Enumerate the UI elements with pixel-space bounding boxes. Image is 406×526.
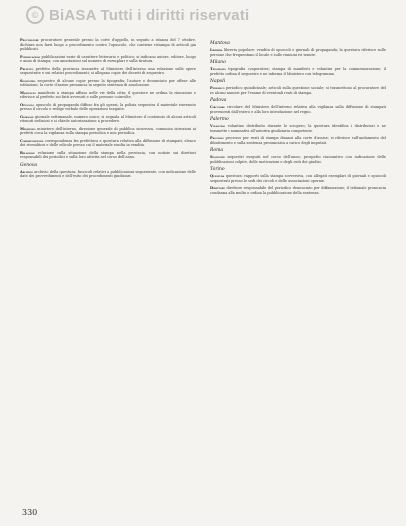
entry-paragraph xyxy=(210,48,386,57)
entry-name: Archivio xyxy=(20,169,34,174)
watermark xyxy=(26,6,249,24)
section-heading: Mantova xyxy=(210,41,230,46)
entry-paragraph xyxy=(20,103,196,112)
entry-paragraph xyxy=(210,105,386,114)
entry-text: pubblicazioni varie di carattere letterario e politico; si indicano autore, editore, luogo e anno di stampa, con annotazioni sul numero di esemplari e sulla tiratura. xyxy=(20,54,196,63)
left-column xyxy=(20,38,196,508)
entry-name: Ministero xyxy=(20,126,36,131)
watermark-text: BiASA Tutti i diritti riservati xyxy=(49,6,250,24)
entry-name: Sequestro xyxy=(20,78,36,83)
entry-name: Procuratore xyxy=(20,38,39,42)
entry-paragraph xyxy=(210,124,386,133)
entry-paragraph xyxy=(20,67,196,76)
section-heading: Torino xyxy=(210,167,225,172)
entry-text: libreria popolare: vendita di opuscoli e giornali di propaganda; la questura riferisce sulle persone che frequentano il locale e sulle riunioni ivi tenute. xyxy=(210,48,386,57)
section-heading: Padova xyxy=(210,98,227,103)
entry-paragraph xyxy=(210,186,386,195)
entry-text: direttore responsabile del periodico denunciato per diffamazione; il tribunale pronuncia condanna alla multa e ordina la pubblicazione della sentenza. xyxy=(210,186,386,195)
entry-text: archivio della questura: fascicoli relativi a pubblicazioni sequestrate, con indicazione delle date dei provvedimenti e dell'esito dei procedimenti giudiziari. xyxy=(20,169,196,178)
entry-name: Volantino xyxy=(210,124,226,128)
entry-paragraph xyxy=(20,127,196,136)
entry-name: Processo xyxy=(210,136,224,140)
entry-paragraph xyxy=(20,38,196,52)
entry-name: Tipografia xyxy=(210,67,226,71)
entry-name: Relazione xyxy=(20,150,35,155)
entry-text: giornale settimanale, numero unico; si segnala al Ministero il contenuto di alcuni articoli ritenuti sediziosi e si chiede autorizzazione a procedere. xyxy=(20,114,196,123)
copyright-icon: © xyxy=(26,6,44,24)
entry-paragraph xyxy=(20,139,196,148)
entry-paragraph xyxy=(20,170,196,179)
entry-text: manifesto a stampa affisso nelle vie della citta; il questore ne ordina la rimozione e riferisce al prefetto sui fatti avvenuti e sulle persone coinvolte. xyxy=(20,90,196,99)
section-heading: Napoli xyxy=(210,79,226,84)
entry-text: volantino distribuito durante lo sciopero; la questura identifica i distributori e ne trasmette i nominativi all'autorita giudiziaria competente. xyxy=(210,124,386,133)
entry-paragraph xyxy=(210,155,386,164)
entry-text: corrispondenza fra prefettura e questura relativa alla diffusione di stampati; elenco dei rivenditori e delle edicole presso cui il materiale risulta in vendita. xyxy=(20,138,196,147)
entry-name: Giornale xyxy=(20,114,34,119)
entry-name: Periodico xyxy=(210,86,225,90)
entry-text: sequestri eseguiti nel corso dell'anno; prospetto riassuntivo con indicazione delle pubblicazioni colpite, delle motivazioni e degli esiti dei giudizi. xyxy=(210,155,386,164)
entry-text: circolare del Ministero dell'interno relativa alla vigilanza sulla diffusione di stampati provenienti dall'estero e alla loro introduzione nel regno. xyxy=(210,105,386,114)
entry-name: Opuscolo xyxy=(20,102,35,107)
entry-name: Questura xyxy=(210,174,225,178)
entry-paragraph xyxy=(210,86,386,95)
entry-paragraph xyxy=(210,67,386,76)
page-number: 330 xyxy=(22,508,38,517)
entry-name: Corrispondenza xyxy=(20,138,44,143)
entry-paragraph xyxy=(20,151,196,160)
entry-name: Circolare xyxy=(210,105,225,109)
entry-paragraph xyxy=(20,115,196,124)
entry-paragraph xyxy=(210,136,386,145)
entry-text: ministero dell'interno, direzione generale di pubblica sicurezza, comunica istruzioni ai prefetti circa la vigilanza sulla stampa periodica e non periodica. xyxy=(20,126,196,135)
entry-text: opuscolo di propaganda diffuso fra gli operai; la polizia sequestra il materiale rinvenuto presso il circolo e redige verbale delle operazioni eseguite. xyxy=(20,102,196,111)
entry-paragraph xyxy=(20,91,196,100)
entry-name: Sequestri xyxy=(210,155,225,159)
section-heading: Genova xyxy=(20,162,38,168)
entry-text: procuratore generale presso la corte d'appello, in seguito a istanza del 7 ottobre, dichiara non farsi luogo a procedimento contro l'opuscolo, che contiene ristampa di articoli gia pubblicati. xyxy=(20,38,196,51)
section-heading: Roma xyxy=(210,148,224,153)
entry-name: Prefetto xyxy=(20,66,34,71)
section-heading: Palermo xyxy=(210,117,229,122)
entry-text: questura: rapporti sulla stampa sovversiva, con allegati esemplari di giornali e opuscoli sequestrati presso le sedi dei circoli e delle associazioni operaie. xyxy=(210,174,386,183)
entry-name: Pubblicazioni xyxy=(20,54,41,59)
entry-text: prefetto della provincia trasmette al Ministero dell'interno una relazione sulle opere sequestrate e sui relativi procedimenti; si allegano copie dei decreti di sequestro. xyxy=(20,66,196,75)
entry-paragraph xyxy=(20,79,196,88)
section-heading: Milano xyxy=(210,60,226,65)
entry-paragraph xyxy=(20,55,196,64)
entry-text: sequestro di alcune copie presso la tipografia; l'autore e denunciato per offese alle istituzioni; la corte d'assise pronuncia in seguito sentenza di assoluzione. xyxy=(20,78,196,87)
right-column xyxy=(210,38,386,508)
entry-name: Libreria xyxy=(210,48,223,52)
entry-text: relazione sulla situazione della stampa nella provincia, con notizie sui direttori responsabili dei periodici e sulla loro attivita nel corso dell'anno. xyxy=(20,150,196,159)
entry-text: tipografia cooperativa; stampa di manifesti e volantini per la commemorazione; il prefetto ordina il sequestro e ne informa il Ministero con telegramma. xyxy=(210,67,386,76)
entry-text: processo per reati di stampa dinanzi alla corte d'assise; si riferisce sull'andamento del dibattimento e sulla sentenza pronunciata a carico degli imputati. xyxy=(210,136,386,145)
entry-name: Manifesto xyxy=(20,90,36,95)
entry-paragraph xyxy=(210,174,386,183)
entry-text: periodico quindicinale; articoli sulla questione sociale; si trasmettono al procuratore del re alcuni numeri per l'esame di eventuali reati di stampa. xyxy=(210,86,386,95)
entry-name: Direttore xyxy=(210,186,225,190)
